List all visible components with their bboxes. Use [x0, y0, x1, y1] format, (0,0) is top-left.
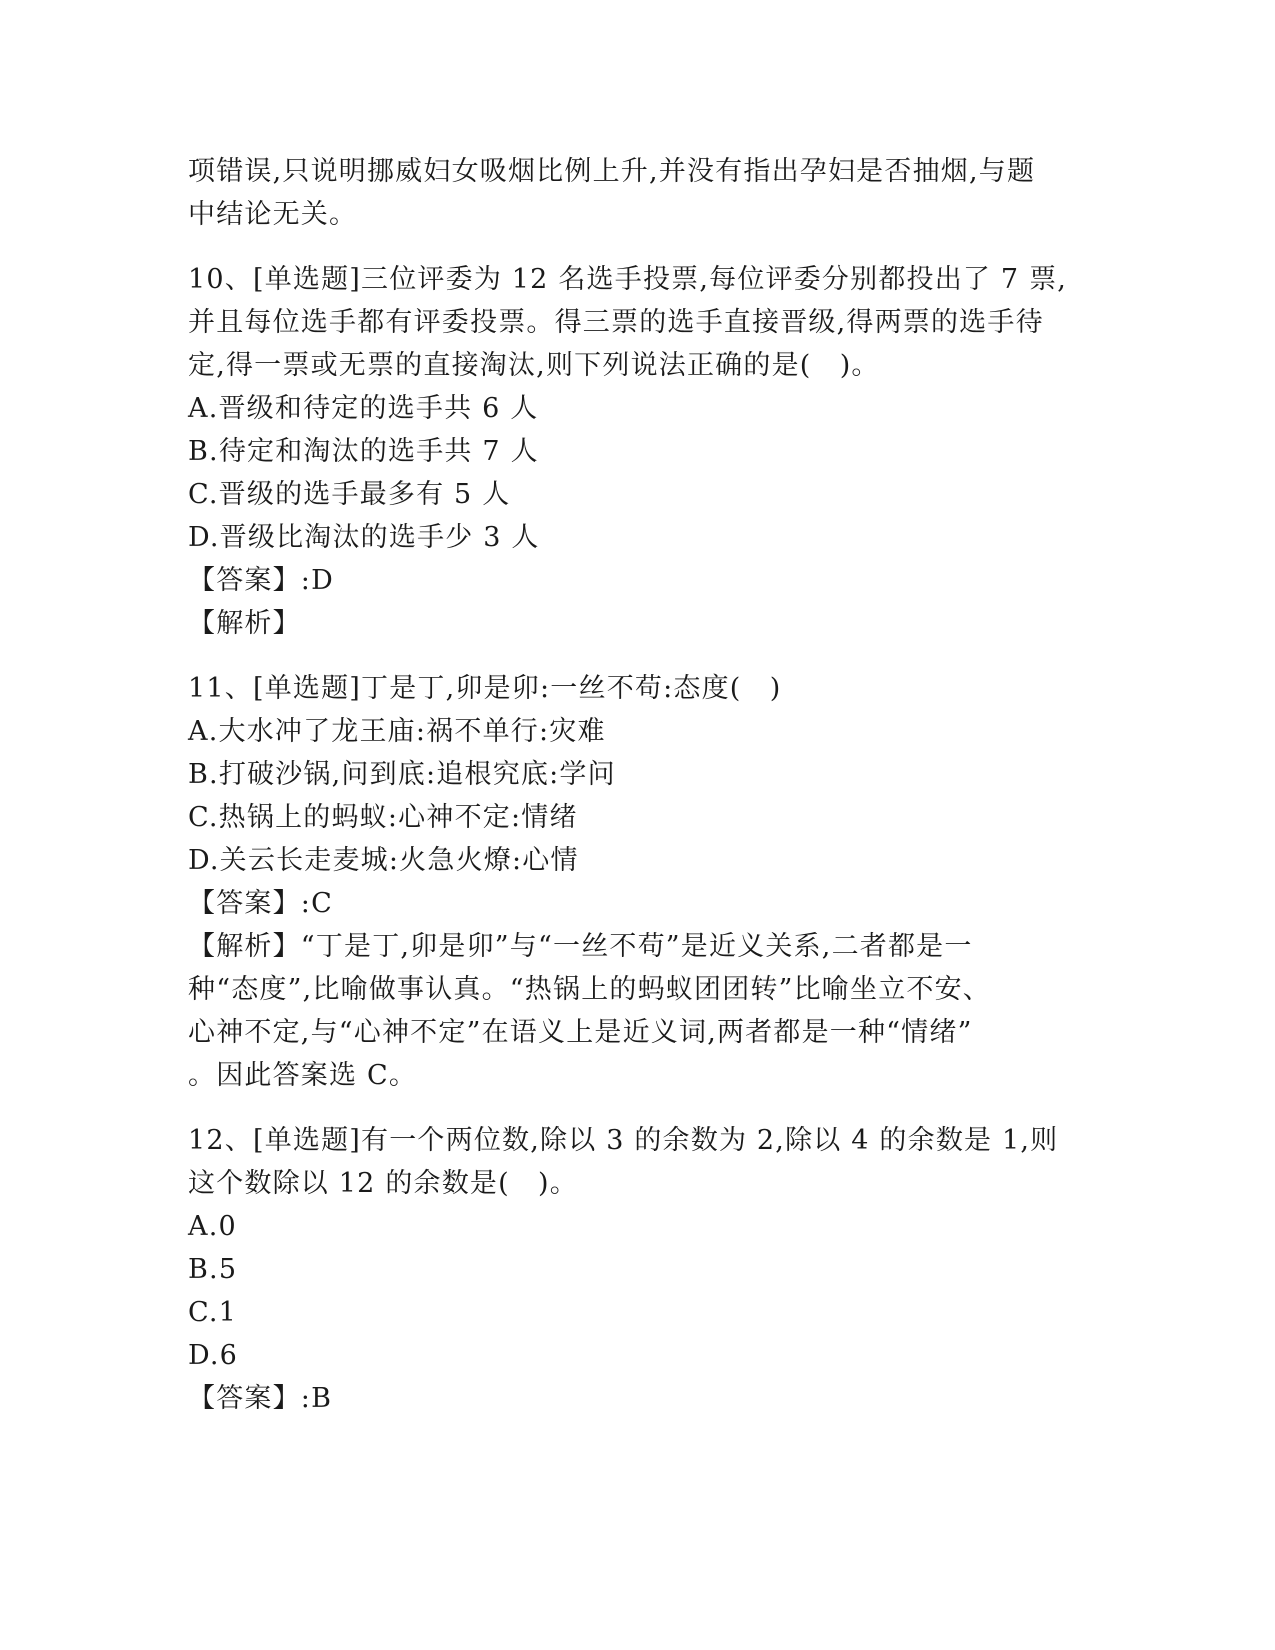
- option-a: A.大水冲了龙王庙:祸不单行:灾难: [188, 716, 606, 747]
- option-b: B.5: [188, 1254, 238, 1285]
- answer-line: 【答案】:B: [188, 1383, 333, 1414]
- question-stem-line: 10、[单选题]三位评委为 12 名选手投票,每位评委分别都投出了 7 票,: [188, 264, 1068, 295]
- question-stem-line: 11、[单选题]丁是丁,卯是卯:一丝不苟:态度( ): [188, 673, 782, 704]
- question-stem-line: 并且每位选手都有评委投票。得三票的选手直接晋级,得两票的选手待: [188, 307, 1044, 338]
- document-page: [188, 150, 1088, 1420]
- analysis-line: 种“态度”,比喻做事认真。“热锅上的蚂蚁团团转”比喻坐立不安、: [188, 974, 991, 1005]
- option-c: C.1: [188, 1297, 238, 1328]
- previous-analysis-continuation: [188, 150, 1088, 236]
- question-stem-line: 12、[单选题]有一个两位数,除以 3 的余数为 2,除以 4 的余数是 1,则: [188, 1125, 1059, 1156]
- answer-line: 【答案】:C: [188, 888, 333, 919]
- continuation-line: 项错误,只说明挪威妇女吸烟比例上升,并没有指出孕妇是否抽烟,与题: [188, 156, 1036, 187]
- option-d: D.关云长走麦城:火急火燎:心情: [188, 845, 579, 876]
- option-c: C.热锅上的蚂蚁:心神不定:情绪: [188, 802, 578, 833]
- analysis-line: 【解析】: [188, 608, 301, 639]
- answer-line: 【答案】:D: [188, 565, 334, 596]
- analysis-line: 【解析】“丁是丁,卯是卯”与“一丝不苟”是近义关系,二者都是一: [188, 931, 973, 962]
- option-b: B.待定和淘汰的选手共 7 人: [188, 436, 539, 467]
- option-a: A.晋级和待定的选手共 6 人: [188, 393, 539, 424]
- option-d: D.6: [188, 1340, 239, 1371]
- option-c: C.晋级的选手最多有 5 人: [188, 479, 511, 510]
- option-d: D.晋级比淘汰的选手少 3 人: [188, 522, 540, 553]
- option-b: B.打破沙锅,问到底:追根究底:学问: [188, 759, 616, 790]
- question-11: [188, 667, 1088, 1097]
- analysis-line: 。因此答案选 C。: [188, 1060, 418, 1091]
- question-stem-line: 这个数除以 12 的余数是( )。: [188, 1168, 578, 1199]
- continuation-line: 中结论无关。: [188, 199, 358, 230]
- question-10: [188, 258, 1088, 645]
- question-stem-line: 定,得一票或无票的直接淘汰,则下列说法正确的是( )。: [188, 350, 880, 381]
- question-12: [188, 1119, 1088, 1420]
- analysis-line: 心神不定,与“心神不定”在语义上是近义词,两者都是一种“情绪”: [188, 1017, 973, 1048]
- option-a: A.0: [188, 1211, 237, 1242]
